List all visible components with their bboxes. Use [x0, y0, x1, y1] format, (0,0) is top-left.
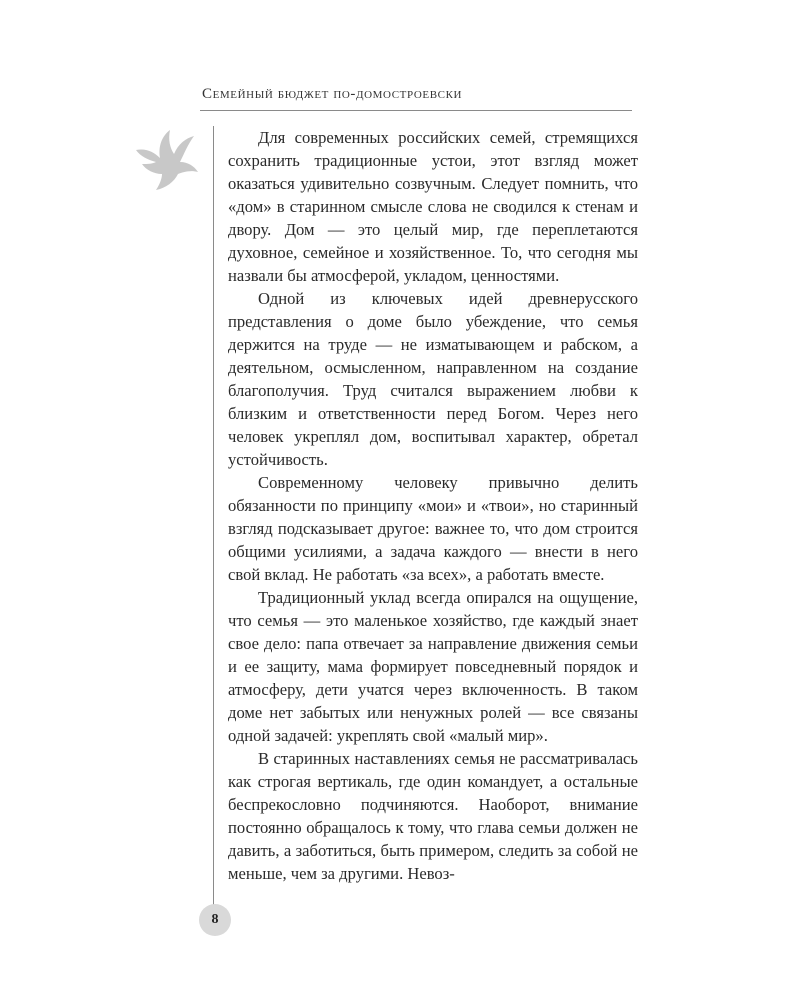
paragraph-5: В старинных наставлениях семья не рассматривалась как строгая вертикаль, где один командует, а остальные беспрекословно подчиняются. Наоборот, внимание постоянно обращалось к тому, что глава семьи должен не давить, а заботиться, быть примером, следить за собой не меньше, чем за другими. Невоз- [228, 749, 638, 883]
paragraph-1: Для современных российских семей, стремящихся сохранить традиционные устои, этот взгляд может оказаться удивительно созвучным. Следует помнить, что «дом» в старинном смысле слова не сводился к стенам и двору. Дом — это целый мир, где переплетаются духовное, семейное и хозяйственное. То, что сегодня мы назвали бы атмосферой, укладом, ценностями. [228, 128, 638, 285]
page-number: 8 [199, 904, 231, 936]
paragraph-3: Современному человеку привычно делить обязанности по принципу «мои» и «твои», но старинный взгляд подсказывает другое: важнее то, что дом строится общими усилиями, а задача каждого — внести в него свой вклад. Не работать «за всех», а работать вместе. [228, 473, 638, 584]
margin-rule [213, 126, 214, 906]
paragraph-2: Одной из ключевых идей древнерусского представления о доме было убеждение, что семья держится на труде — не изматывающем и рабском, а деятельном, осмысленном, направленном на создание благополучия. Труд считался выражением любви к близким и ответственности перед Богом. Через него человек укреплял дом, воспитывал характер, обретал устойчивость. [228, 289, 638, 469]
dove-icon [132, 128, 202, 198]
paragraph-4: Традиционный уклад всегда опирался на ощущение, что семья — это маленькое хозяйство, где каждый знает свое дело: папа отвечает за направление движения семьи и ее защиту, мама формирует повседневный порядок и атмосферу, дети учатся через включенность. В таком доме нет забытых или ненужных ролей — все связаны одной задачей: укреплять свой «малый мир». [228, 588, 638, 745]
running-title: Семейный бюджет по-домостроевски [202, 86, 463, 102]
header-rule [200, 110, 632, 111]
body-text [228, 126, 638, 885]
